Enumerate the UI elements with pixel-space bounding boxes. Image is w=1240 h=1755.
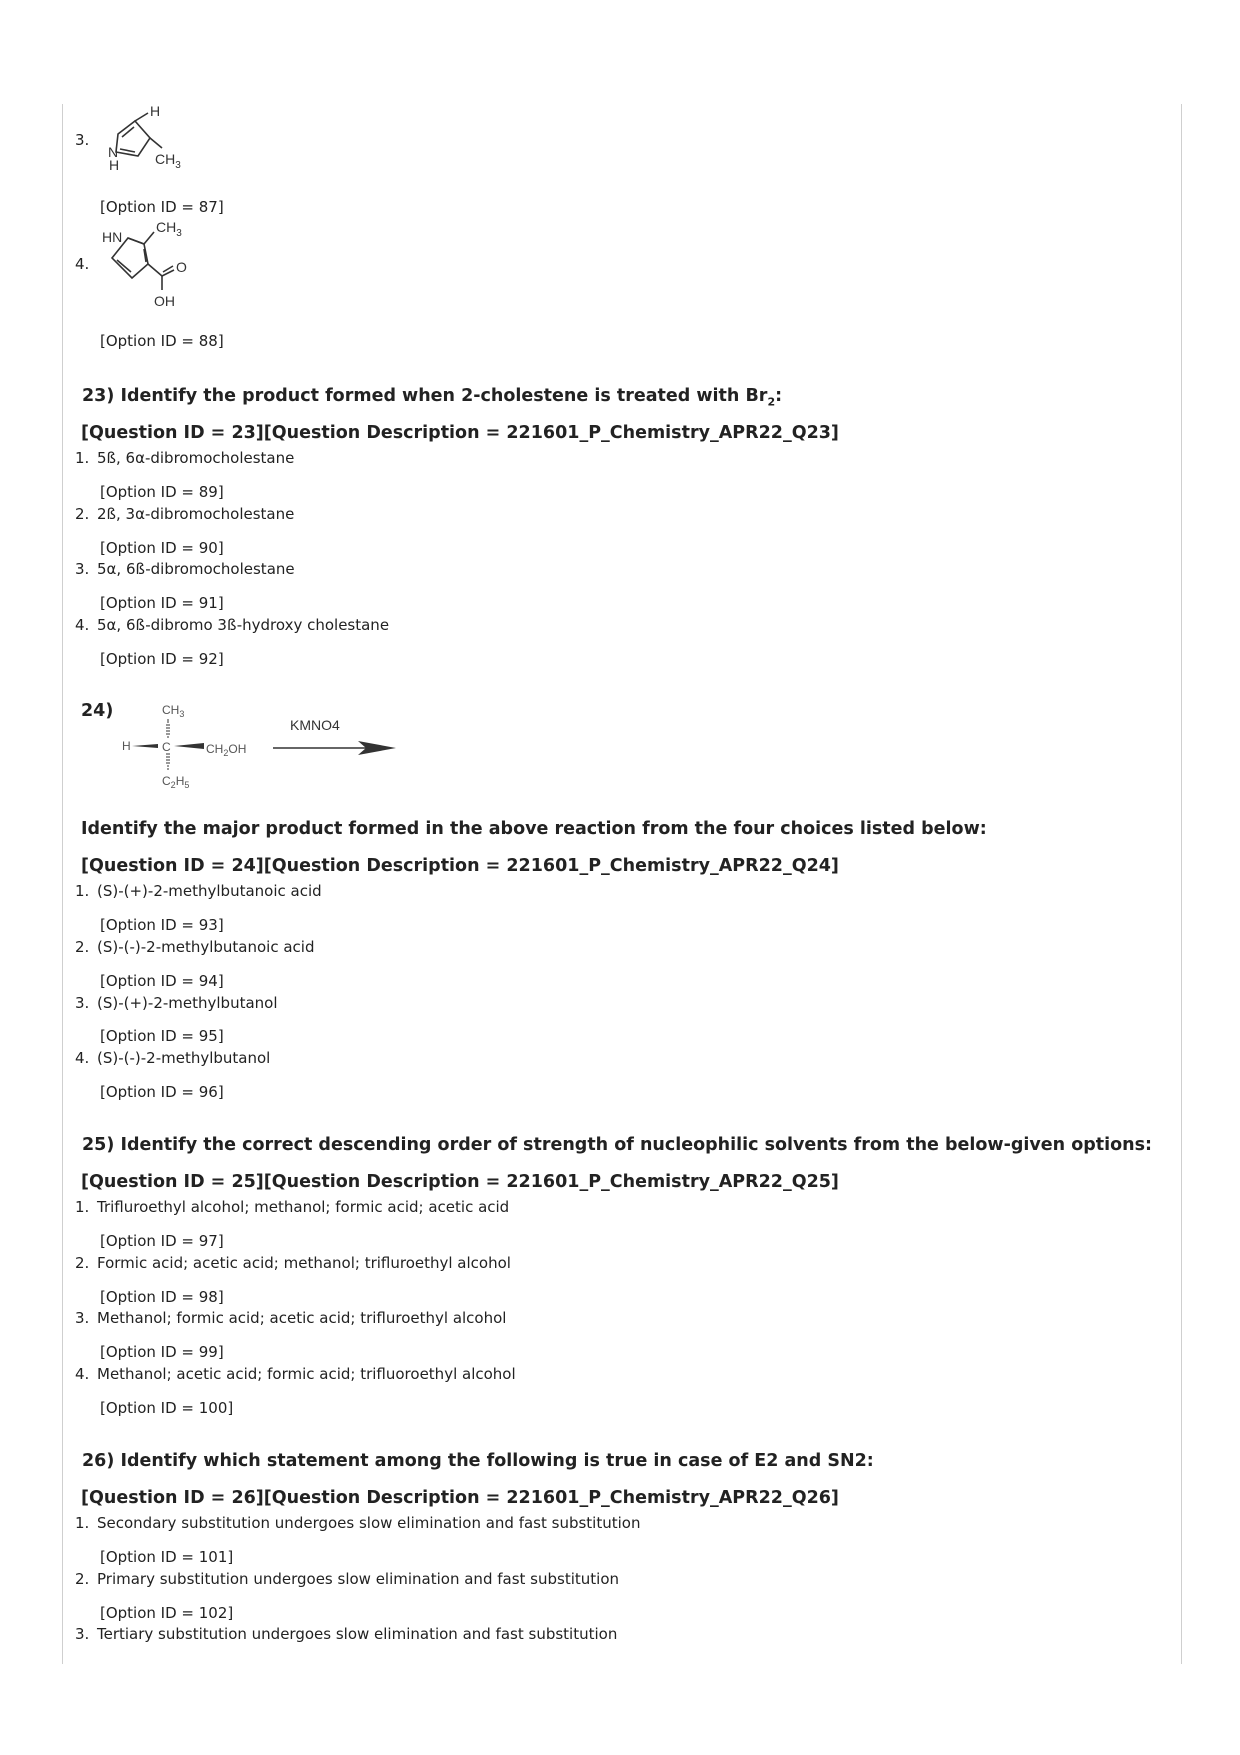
ch3-label: CH — [162, 703, 180, 717]
svg-text:CH3: $CH_3$ — [162, 703, 185, 719]
q23-option-3[interactable]: 3. 5α, 6ß-dibromocholestane — [75, 560, 295, 578]
q25-option-4[interactable]: 4. Methanol; acetic acid; formic acid; trifluoroethyl alcohol — [75, 1365, 516, 1383]
h-label: H — [150, 104, 161, 119]
q24-description: [Question ID = 24][Question Description = 221601_P_Chemistry_APR22_Q24] — [81, 856, 839, 876]
q24-title: Identify the major product formed in the above reaction from the four choices listed below: — [81, 819, 987, 839]
svg-text:CH3: $CH_3$ — [156, 219, 182, 239]
q23-option-2[interactable]: 2. 2ß, 3α-dibromocholestane — [75, 505, 295, 523]
q24-option-4-id: [Option ID = 96] — [100, 1083, 224, 1101]
q26-title: 26) Identify which statement among the following is true in case of E2 and SN2: — [82, 1451, 874, 1471]
q25-option-1[interactable]: 1. Trifluroethyl alcohol; methanol; formic acid; acetic acid — [75, 1198, 510, 1216]
svg-text:C2H5: $C_2H_5$ — [162, 774, 190, 790]
q24-option-2[interactable]: 2. (S)-(-)-2-methylbutanoic acid — [75, 938, 315, 956]
ch3-label: CH — [155, 151, 176, 167]
q26-option-2[interactable]: 2. Primary substitution undergoes slow elimination and fast substitution — [75, 1570, 619, 1588]
svg-text:CH3: $CH_3$ — [155, 151, 181, 171]
q23-option-1-id: [Option ID = 89] — [100, 483, 224, 501]
q26-option-1-id: [Option ID = 101] — [100, 1548, 234, 1566]
q26-option-1[interactable]: 1. Secondary substitution undergoes slow elimination and fast substitution — [75, 1514, 641, 1532]
oh-label: OH — [154, 293, 175, 309]
hn-label: HN — [102, 229, 123, 245]
q24-option-2-id: [Option ID = 94] — [100, 972, 224, 990]
q23-option-4[interactable]: 4. 5α, 6ß-dibromo 3ß-hydroxy cholestane — [75, 616, 390, 634]
q25-option-2-id: [Option ID = 98] — [100, 1288, 224, 1306]
q22-option-4-id: [Option ID = 88] — [100, 332, 224, 350]
q23-title: 23) Identify the product formed when 2-cholestene is treated with $Br_2$: — [82, 386, 783, 409]
c-label: C — [162, 740, 171, 754]
svg-text:CH2OH: $CH_2OH$ — [206, 742, 247, 758]
q24-option-1-id: [Option ID = 93] — [100, 916, 224, 934]
reagent-label: KMNO4 — [290, 717, 340, 733]
q24-option-4[interactable]: 4. (S)-(-)-2-methylbutanol — [75, 1049, 271, 1067]
q25-title: 25) Identify the correct descending order of strength of nucleophilic solvents from the below-given options: — [82, 1135, 1153, 1155]
q25-option-4-id: [Option ID = 100] — [100, 1399, 234, 1417]
q24-option-3-id: [Option ID = 95] — [100, 1027, 224, 1045]
q26-description: [Question ID = 26][Question Description = 221601_P_Chemistry_APR22_Q26] — [81, 1488, 839, 1508]
pyrrole-structure-image — [98, 104, 198, 184]
q24-option-1[interactable]: 1. (S)-(+)-2-methylbutanoic acid — [75, 882, 322, 900]
q26-option-3[interactable]: 3. Tertiary substitution undergoes slow elimination and fast substitution — [75, 1625, 618, 1643]
q23-option-2-id: [Option ID = 90] — [100, 539, 224, 557]
pyrrole-carboxylic-acid-structure-image — [98, 216, 208, 316]
q26-option-2-id: [Option ID = 102] — [100, 1604, 234, 1622]
q22-option-3-id: [Option ID = 87] — [100, 198, 224, 216]
q23-option-1[interactable]: 1. 5ß, 6α-dibromocholestane — [75, 449, 295, 467]
q25-option-2[interactable]: 2. Formic acid; acetic acid; methanol; trifluroethyl alcohol — [75, 1254, 511, 1272]
q25-description: [Question ID = 25][Question Description = 221601_P_Chemistry_APR22_Q25] — [81, 1172, 839, 1192]
q25-option-1-id: [Option ID = 97] — [100, 1232, 224, 1250]
q24-number: 24) — [81, 701, 114, 721]
n-label: N — [108, 144, 119, 160]
q23-option-3-id: [Option ID = 91] — [100, 594, 224, 612]
q25-option-3-id: [Option ID = 99] — [100, 1343, 224, 1361]
h-label: H — [122, 739, 131, 753]
o-label: O — [176, 259, 187, 275]
q25-option-3[interactable]: 3. Methanol; formic acid; acetic acid; trifluroethyl alcohol — [75, 1309, 507, 1327]
q24-reaction-image — [118, 700, 408, 800]
q24-option-3[interactable]: 3. (S)-(+)-2-methylbutanol — [75, 994, 278, 1012]
nh-h-label: H — [109, 157, 120, 173]
q23-option-4-id: [Option ID = 92] — [100, 650, 224, 668]
q22-option-4-number: 4. — [75, 255, 90, 273]
q22-option-3-number: 3. — [75, 131, 90, 149]
q23-description: [Question ID = 23][Question Description = 221601_P_Chemistry_APR22_Q23] — [81, 423, 839, 443]
ch3-label: CH — [156, 219, 177, 235]
